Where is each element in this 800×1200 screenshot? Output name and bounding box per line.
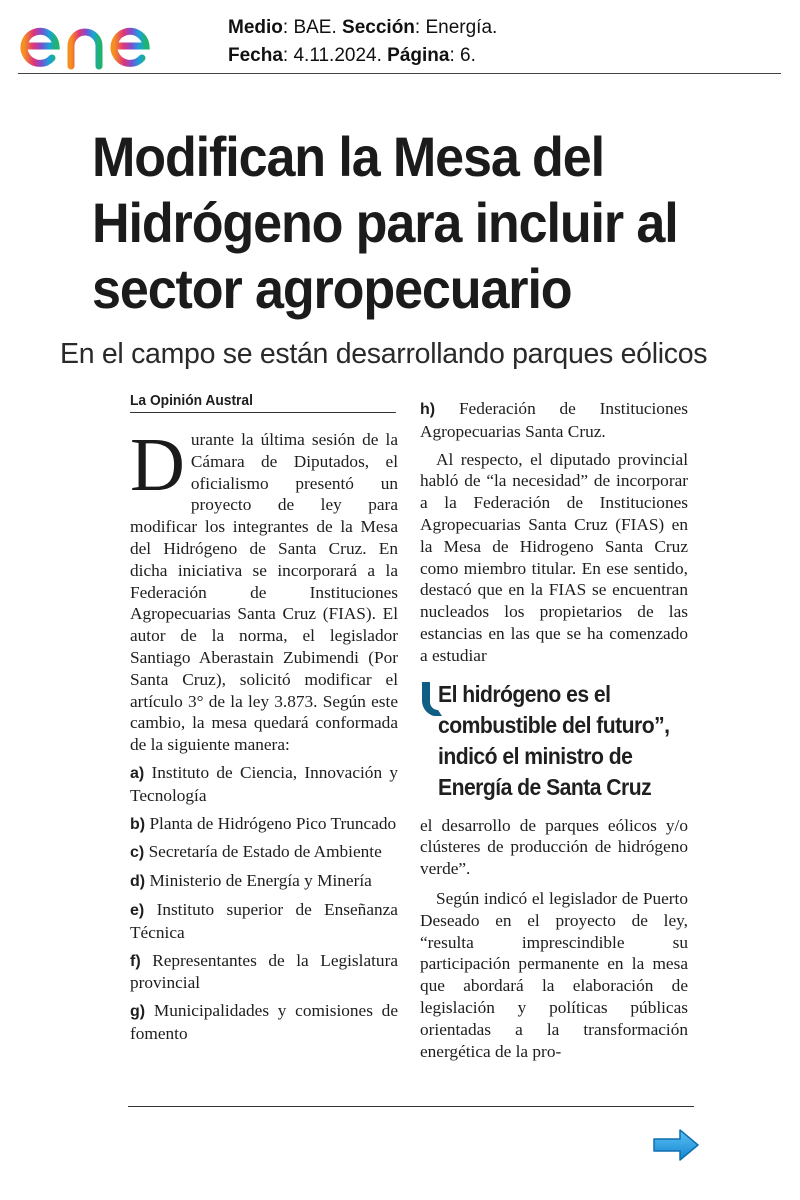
list-item-label: a) bbox=[130, 764, 145, 782]
list-item-label: d) bbox=[130, 873, 146, 891]
list-item bbox=[130, 950, 398, 995]
list-item-label: b) bbox=[130, 815, 146, 833]
fecha-label: Fecha bbox=[228, 45, 283, 66]
list-item-text: Secretaría de Estado de Ambiente bbox=[148, 842, 382, 862]
byline: La Opinión Austral bbox=[130, 392, 396, 413]
article-column-left bbox=[130, 392, 398, 1045]
dropcap: D bbox=[130, 423, 185, 507]
paragraph-2-continued: el desarrollo de parques eólicos y/o clústeres de producción de hidrógeno verde”. bbox=[420, 815, 688, 879]
list-item-label: e) bbox=[130, 901, 145, 919]
paragraph-2: Al respecto, el diputado provincial habló de “la necesidad” de incorporar a la Federación de Instituciones Agropecuarias Santa Cruz (FIAS) en la Mesa de Hidrogeno Santa Cruz como miembro titular. En ese sentido, destacó que en la FIAS se encuentran nucleados los propietarios de las estancias en las que se ha comenzado a estudiar bbox=[420, 449, 688, 665]
intro-paragraph bbox=[130, 423, 398, 756]
list-item-text: Ministerio de Energía y Minería bbox=[149, 871, 372, 891]
list-item-label: c) bbox=[130, 844, 145, 862]
intro-text: urante la última sesión de la Cámara de Diputados, el oficialismo presentó un proyecto de ley para modificar los integrantes de la Mesa del Hidrógeno de Santa Cruz. En dicha iniciativa se incorporará a la Federación de Instituciones Agropecuarias Santa Cruz (FIAS). El autor de la norma, el legislador Santiago Aberastain Zubimendi (Por Santa Cruz), solicitó modificar el artículo 3° de la ley 3.873. Según este cambio, la mesa quedará conformada de la siguiente manera: bbox=[130, 430, 398, 755]
pagina-label: Página bbox=[387, 45, 450, 66]
medio-value: BAE. bbox=[293, 17, 337, 38]
list-item-label: h) bbox=[420, 401, 436, 418]
enel-logo bbox=[16, 6, 196, 70]
paragraph-3: Según indicó el legislador de Puerto Deseado en el proyecto de ley, “resulta imprescindible su participación permanente en la mesa que abordará la elaboración de legislación y políticas públicas orientadas a la transformación energética de la pro- bbox=[420, 888, 688, 1061]
seccion-label: Sección bbox=[342, 17, 415, 38]
list-item bbox=[420, 398, 688, 443]
list-item-text: Instituto de Ciencia, Innovación y Tecnología bbox=[130, 762, 398, 805]
fecha-value: 4.11.2024. bbox=[293, 45, 382, 66]
medio-label: Medio bbox=[228, 17, 283, 38]
article-column-right bbox=[420, 392, 688, 1062]
list-item-text: Municipalidades y comisiones de fomento bbox=[130, 1001, 398, 1043]
meta-line-2: Fecha: 4.11.2024. Página: 6. bbox=[228, 45, 476, 66]
publication-meta bbox=[228, 14, 497, 70]
article-headline: Modifican la Mesa del Hidrógeno para incluir al sector agropecuario bbox=[92, 125, 678, 320]
header-divider bbox=[18, 73, 781, 74]
pagina-value: 6. bbox=[460, 45, 476, 66]
article-bottom-rule bbox=[128, 1106, 694, 1107]
list-item-text: Federación de Instituciones Agropecuarias Santa Cruz. bbox=[420, 399, 688, 441]
arrow-right-icon[interactable] bbox=[652, 1128, 700, 1162]
meta-line-1: Medio: BAE. Sección: Energía. bbox=[228, 17, 498, 38]
list-item bbox=[130, 762, 398, 807]
list-item bbox=[130, 813, 398, 836]
list-item bbox=[130, 1000, 398, 1045]
list-item bbox=[130, 841, 398, 864]
pull-quote bbox=[420, 679, 688, 803]
members-list bbox=[130, 762, 398, 1045]
seccion-value: Energía. bbox=[425, 17, 498, 38]
list-item-text: Planta de Hidrógeno Pico Truncado bbox=[149, 813, 397, 833]
list-item-text: Representantes de la Legislatura provincial bbox=[130, 950, 398, 993]
list-item-label: g) bbox=[130, 1003, 146, 1021]
members-list-continued bbox=[420, 398, 688, 443]
article-deck: En el campo se están desarrollando parques eólicos bbox=[60, 338, 708, 370]
pull-quote-text: El hidrógeno es el combustible del futuro”, indicó el ministro de Energía de Santa Cruz bbox=[438, 680, 670, 800]
list-item bbox=[130, 870, 398, 893]
list-item-label: f) bbox=[130, 952, 141, 970]
list-item bbox=[130, 899, 398, 944]
list-item-text: Instituto superior de Enseñanza Técnica bbox=[130, 899, 398, 942]
